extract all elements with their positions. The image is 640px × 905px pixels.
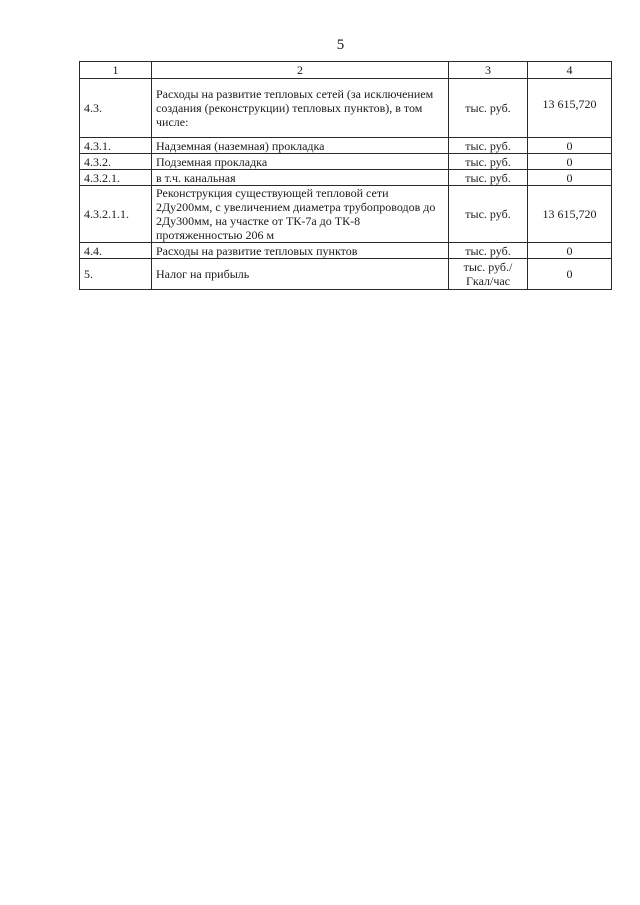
row-unit: тыс. руб. [449,170,528,186]
row-unit: тыс. руб./Гкал/час [449,259,528,290]
header-cell: 4 [528,62,612,79]
row-value: 13 615,720 [528,79,612,138]
row-name: Налог на прибыль [152,259,449,290]
data-table [79,61,612,290]
header-cell: 1 [80,62,152,79]
row-number: 5. [80,259,152,290]
row-number: 4.3.2.1.1. [80,186,152,243]
row-number: 4.4. [80,243,152,259]
row-number: 4.3.2. [80,154,152,170]
row-unit: тыс. руб. [449,138,528,154]
row-value: 13 615,720 [528,186,612,243]
table-row [80,170,612,186]
header-cell: 3 [449,62,528,79]
table-row [80,259,612,290]
row-number: 4.3. [80,79,152,138]
row-value: 0 [528,154,612,170]
row-unit: тыс. руб. [449,79,528,138]
row-name: Реконструкция существующей тепловой сети 2Ду200мм, с увеличением диаметра трубопроводов до 2Ду300мм, на участке от ТК-7а до ТК-8 протяженностью 206 м [152,186,449,243]
row-value: 0 [528,259,612,290]
table-header-row [80,62,612,79]
header-cell: 2 [152,62,449,79]
row-number: 4.3.2.1. [80,170,152,186]
row-unit: тыс. руб. [449,154,528,170]
page-number: 5 [336,37,345,53]
row-number: 4.3.1. [80,138,152,154]
row-value: 0 [528,170,612,186]
row-unit: тыс. руб. [449,243,528,259]
table-row [80,79,612,138]
table-row [80,243,612,259]
table-row [80,186,612,243]
row-name: Подземная прокладка [152,154,449,170]
table-row [80,154,612,170]
row-value: 0 [528,138,612,154]
row-value: 0 [528,243,612,259]
table-row [80,138,612,154]
row-name: Расходы на развитие тепловых пунктов [152,243,449,259]
row-name: Расходы на развитие тепловых сетей (за исключением создания (реконструкции) тепловых пунктов), в том числе: [152,79,449,138]
row-name: Надземная (наземная) прокладка [152,138,449,154]
row-unit: тыс. руб. [449,186,528,243]
row-name: в т.ч. канальная [152,170,449,186]
